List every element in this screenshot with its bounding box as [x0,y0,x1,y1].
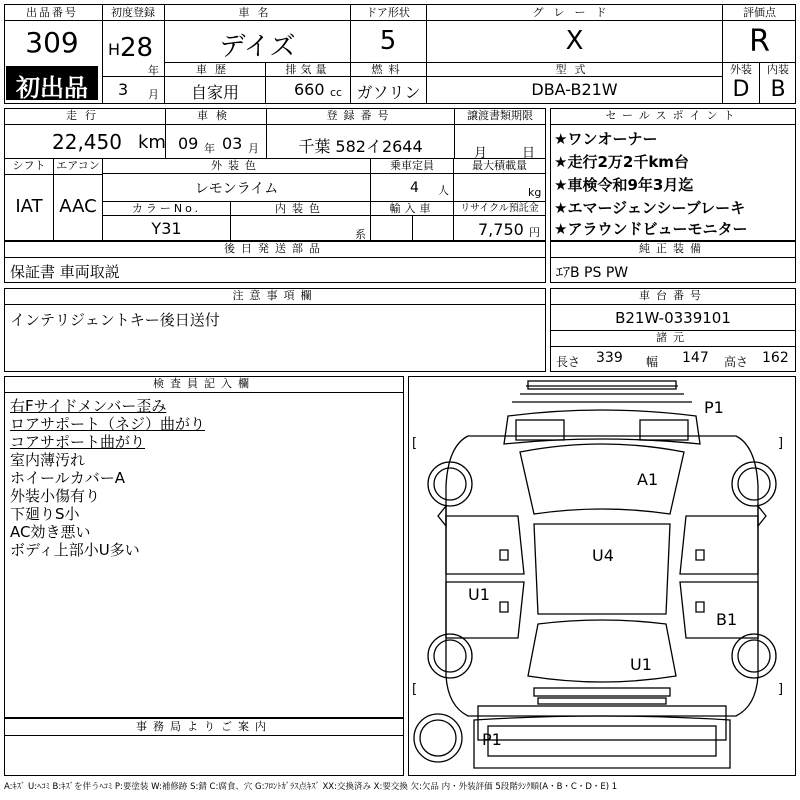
inspection-label: 車検 [197,109,235,122]
mark-p1-front: P1 [704,398,724,417]
width: 147 [682,350,709,366]
length: 339 [596,350,623,366]
mark-u1-left: U1 [468,585,490,604]
first-reg-month: 3 [118,80,129,99]
inspector-label: 検査員記入欄 [153,377,255,390]
era: H [108,40,121,59]
exterior-score: D [732,77,750,102]
capacity-label: 乗車定員 [390,159,434,172]
capacity-unit: 人 [438,184,449,197]
interior-color-label: 内装色 [275,202,326,215]
bracket-right-1: ] [778,436,784,451]
recycle-label: リサイクル預託金 [460,203,539,214]
inspection-month-unit: 月 [248,142,259,155]
displacement-unit: cc [330,86,343,99]
inspection-year-unit: 年 [204,142,215,155]
inspector-line-5: ホイールカバーA [10,469,125,487]
month-unit: 月 [148,88,159,101]
max-load-unit: kg [528,186,542,199]
doors-label: ドア形状 [366,6,410,19]
interior-score: B [770,77,786,102]
grade: X [565,26,584,56]
notes-label: 注意事項欄 [232,289,318,302]
mark-b1: B1 [716,610,738,629]
max-load-label: 最大積載量 [472,159,527,172]
width-label: 幅 [646,355,659,369]
import-label: 輸入車 [389,202,435,215]
height-label: 高さ [724,355,749,369]
mark-u4: U4 [592,546,614,565]
inspection-year: 09 [178,134,199,153]
score: R [749,24,770,59]
inspector-line-2: ロアサポート（ネジ）曲がり [10,415,206,433]
sales-points-label: セールスポイント [605,109,741,122]
car-diagram [408,376,796,776]
sales-point-4: ★エマージェンシーブレーキ [554,199,746,217]
lot-number: 309 [25,26,79,59]
exterior-label: 外装 [730,63,752,76]
office-label: 事務局よりご案内 [136,720,272,733]
shift: IAT [15,196,43,217]
sales-point-1: ★ワンオーナー [554,130,658,148]
history: 自家用 [190,83,239,102]
inspector-line-7: 下廻りS小 [10,505,80,523]
inspection-month: 03 [222,134,243,153]
inspector-line-3: コアサポート曲がり [10,433,146,451]
color-no-label: カラーNo. [131,202,202,215]
recycle: 7,750 [478,220,524,239]
displacement-label: 排気量 [285,63,331,76]
inspector-line-4: 室内薄汚れ [10,451,86,469]
mark-p1-rear: P1 [482,730,502,749]
first-listing-text: 初出品 [16,74,88,102]
history-label: 車歴 [196,63,234,76]
fuel-label: 燃料 [371,63,406,76]
mark-u1-rear: U1 [630,655,652,674]
model-label: 型式 [555,63,594,76]
displacement: 660 [294,80,325,99]
mileage: 22,450 [52,130,122,154]
shift-label: シフト [12,159,46,172]
mark-a1: A1 [637,470,659,489]
sales-point-3: ★車検令和9年3月迄 [554,176,694,194]
length-label: 長さ [556,355,581,369]
chassis-number: B21W-0339101 [615,309,731,327]
specs-label: 諸元 [656,331,690,344]
equipment: ｴｱB PS PW [556,265,629,281]
transfer-month: 月 [474,146,488,161]
exterior-color-label: 外装色 [211,159,262,172]
first-reg-label: 初度登録 [111,6,155,19]
exterior-color: レモンライム [194,181,279,197]
doors: 5 [379,26,397,56]
ac-label: エアコン [56,159,100,172]
interior-label: 内装 [767,63,789,76]
model: DBA-B21W [531,80,618,99]
bracket-left-2: [ [412,682,418,697]
inspector-line-1: 右Fサイドメンバー歪み [10,397,167,415]
score-label: 評価点 [743,6,776,19]
fuel: ガソリン [356,83,421,102]
lot-label: 出品番号 [26,6,78,19]
legend: A:ｷｽﾞ U:ﾍｺﾐ B:ｷｽﾞを伴うﾍｺﾐ P:要塗装 W:補修跡 S:錆 C:腐食、穴 G:ﾌﾛﾝﾄｶﾞﾗｽ点ｷｽﾞ XX:交換済み X:要交換 欠:欠品 内・外装評価 5段階ﾗﾝｸ順(A・B・C・D・E) 1 [4,782,618,792]
color-no: Y31 [151,219,182,238]
ac: AAC [59,196,97,217]
later-parts: 保証書 車両取説 [10,263,120,281]
chassis-label: 車台番号 [639,289,707,302]
first-reg-year: 28 [120,33,154,63]
later-parts-label: 後日発送部品 [224,242,326,255]
bracket-right-2: ] [778,682,784,697]
year-unit: 年 [148,64,159,77]
reg-number: 千葉 582イ2644 [298,137,423,156]
inspector-line-6: 外装小傷有り [10,487,101,505]
inspector-line-9: ボディ上部小U多い [10,541,140,559]
interior-color-unit: 系 [355,228,366,241]
recycle-unit: 円 [529,226,540,239]
mileage-label: 走行 [66,109,104,122]
reg-label: 登録番号 [326,109,395,122]
mileage-unit: km [138,132,166,153]
car-name-label: 車名 [238,6,277,19]
sales-point-2: ★走行2万2千km台 [554,153,689,171]
inspector-line-8: AC効き悪い [10,523,91,541]
transfer-day: 日 [522,146,536,161]
equipment-label: 純正装備 [639,242,707,255]
car-name: デイズ [219,32,296,62]
notes: インテリジェントキー後日送付 [10,311,220,329]
sales-point-5: ★アラウンドビューモニター [554,220,748,238]
height: 162 [762,350,789,366]
capacity: 4 [410,180,419,196]
grade-label: グレード [532,6,617,19]
bracket-left-1: [ [412,436,418,451]
transfer-label: 譲渡書類期限 [467,109,533,122]
